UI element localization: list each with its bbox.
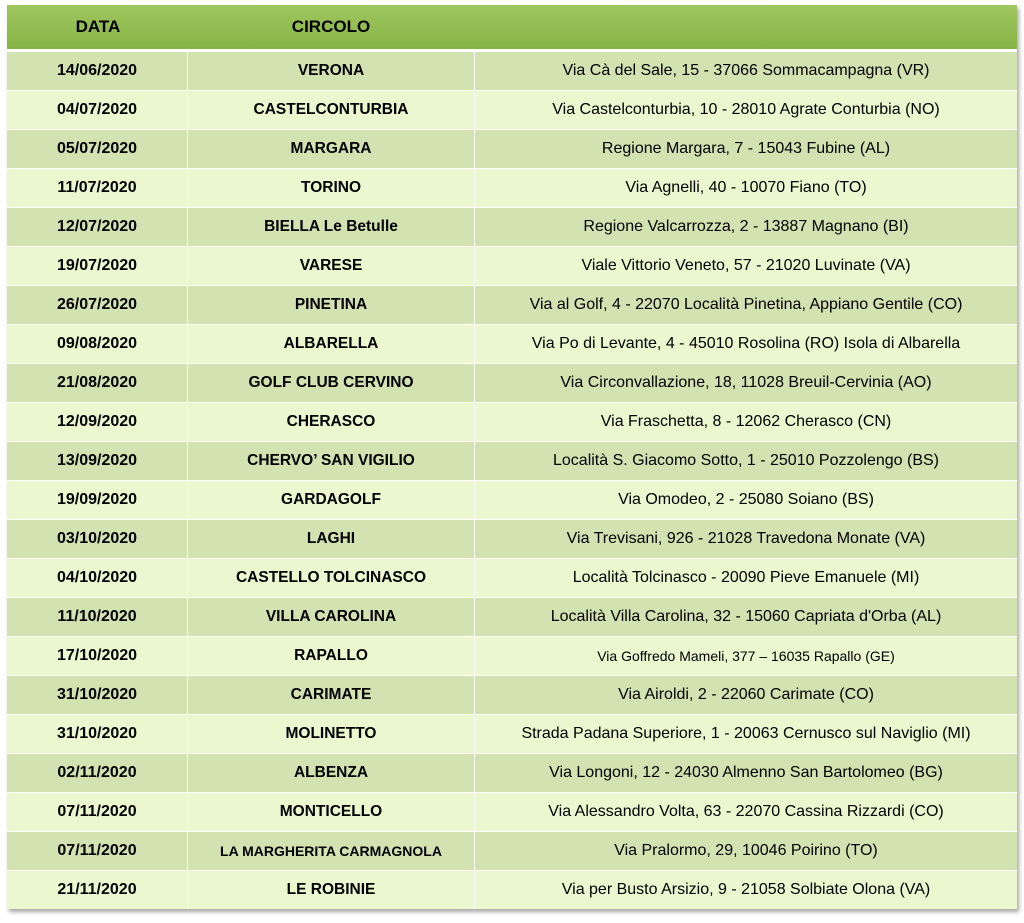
date-cell: 31/10/2020 <box>7 676 188 714</box>
date-cell: 07/11/2020 <box>7 832 188 870</box>
table-row <box>7 207 1017 246</box>
table-row <box>7 792 1017 831</box>
club-cell: CASTELLO TOLCINASCO <box>188 559 475 597</box>
address-cell: Via Agnelli, 40 - 10070 Fiano (TO) <box>625 179 867 196</box>
date-cell: 12/07/2020 <box>7 208 188 246</box>
address-cell: Via Fraschetta, 8 - 12062 Cherasco (CN) <box>600 413 892 430</box>
address-cell: Via Airoldi, 2 - 22060 Carimate (CO) <box>618 686 874 703</box>
date-cell: 03/10/2020 <box>7 520 188 558</box>
club-cell: LE ROBINIE <box>188 871 475 909</box>
club-cell: TORINO <box>188 169 475 207</box>
table-row <box>7 246 1017 285</box>
address-cell: Viale Vittorio Veneto, 57 - 21020 Luvinate (VA) <box>581 257 911 274</box>
date-cell: 09/08/2020 <box>7 325 188 363</box>
club-cell: CARIMATE <box>188 676 475 714</box>
address-cell: Località Villa Carolina, 32 - 15060 Capriata d'Orba (AL) <box>550 608 942 625</box>
club-cell: MARGARA <box>188 130 475 168</box>
table-row <box>7 480 1017 519</box>
address-cell: Via per Busto Arsizio, 9 - 21058 Solbiate Olona (VA) <box>561 881 931 898</box>
club-cell: MOLINETTO <box>188 715 475 753</box>
date-cell: 17/10/2020 <box>7 637 188 675</box>
address-cell: Via al Golf, 4 - 22070 Località Pinetina, Appiano Gentile (CO) <box>529 296 963 313</box>
club-cell: VARESE <box>188 247 475 285</box>
address-cell: Regione Margara, 7 - 15043 Fubine (AL) <box>601 140 891 157</box>
table-row <box>7 519 1017 558</box>
date-cell: 19/07/2020 <box>7 247 188 285</box>
table-row <box>7 324 1017 363</box>
club-cell: GARDAGOLF <box>188 481 475 519</box>
address-cell: Via Trevisani, 926 - 21028 Travedona Monate (VA) <box>566 530 926 547</box>
club-cell: VILLA CAROLINA <box>188 598 475 636</box>
table-row <box>7 129 1017 168</box>
club-cell: VERONA <box>188 52 475 90</box>
date-cell: 21/11/2020 <box>7 871 188 909</box>
table-row <box>7 90 1017 129</box>
club-cell: LA MARGHERITA CARMAGNOLA <box>188 832 475 870</box>
table-row <box>7 753 1017 792</box>
date-cell: 05/07/2020 <box>7 130 188 168</box>
address-cell: Via Cà del Sale, 15 - 37066 Sommacampagna (VR) <box>562 62 930 79</box>
table-row <box>7 363 1017 402</box>
schedule-table <box>7 5 1017 909</box>
club-cell: BIELLA Le Betulle <box>188 208 475 246</box>
address-cell: Via Po di Levante, 4 - 45010 Rosolina (RO) Isola di Albarella <box>531 335 961 352</box>
club-cell: CASTELCONTURBIA <box>188 91 475 129</box>
date-cell: 11/07/2020 <box>7 169 188 207</box>
date-cell: 26/07/2020 <box>7 286 188 324</box>
club-cell: LAGHI <box>188 520 475 558</box>
club-cell: MONTICELLO <box>188 793 475 831</box>
table-row <box>7 402 1017 441</box>
date-cell: 07/11/2020 <box>7 793 188 831</box>
club-cell: ALBARELLA <box>188 325 475 363</box>
date-cell: 21/08/2020 <box>7 364 188 402</box>
table-row <box>7 675 1017 714</box>
address-cell: Via Alessandro Volta, 63 - 22070 Cassina Rizzardi (CO) <box>548 803 944 820</box>
address-cell: Località Tolcinasco - 20090 Pieve Emanuele (MI) <box>572 569 920 586</box>
table-row <box>7 714 1017 753</box>
address-cell: Via Omodeo, 2 - 25080 Soiano (BS) <box>618 491 874 508</box>
date-cell: 14/06/2020 <box>7 52 188 90</box>
address-cell: Regione Valcarrozza, 2 - 13887 Magnano (BI) <box>583 218 909 235</box>
table-row <box>7 870 1017 909</box>
club-cell: PINETINA <box>188 286 475 324</box>
date-cell: 31/10/2020 <box>7 715 188 753</box>
date-cell: 11/10/2020 <box>7 598 188 636</box>
date-cell: 04/07/2020 <box>7 91 188 129</box>
table-row <box>7 597 1017 636</box>
club-cell: CHERVO’ SAN VIGILIO <box>188 442 475 480</box>
table-row <box>7 831 1017 870</box>
date-cell: 13/09/2020 <box>7 442 188 480</box>
table-row <box>7 558 1017 597</box>
address-cell: Strada Padana Superiore, 1 - 20063 Cernusco sul Naviglio (MI) <box>521 725 971 742</box>
club-cell: ALBENZA <box>188 754 475 792</box>
header-date: DATA <box>75 17 121 36</box>
table-row <box>7 636 1017 675</box>
address-cell: Località S. Giacomo Sotto, 1 - 25010 Pozzolengo (BS) <box>553 452 939 469</box>
club-cell: RAPALLO <box>188 637 475 675</box>
table-body <box>7 51 1017 909</box>
address-cell: Via Castelconturbia, 10 - 28010 Agrate Conturbia (NO) <box>552 101 940 118</box>
address-cell: Via Longoni, 12 - 24030 Almenno San Bartolomeo (BG) <box>549 764 943 781</box>
date-cell: 02/11/2020 <box>7 754 188 792</box>
header-club: CIRCOLO <box>291 17 371 36</box>
address-cell: Via Circonvallazione, 18, 11028 Breuil-Cervinia (AO) <box>560 374 932 391</box>
date-cell: 19/09/2020 <box>7 481 188 519</box>
table-row <box>7 168 1017 207</box>
table-header <box>7 5 1017 51</box>
date-cell: 04/10/2020 <box>7 559 188 597</box>
table-row <box>7 51 1017 90</box>
address-cell: Via Pralormo, 29, 10046 Poirino (TO) <box>614 842 878 859</box>
table-row <box>7 285 1017 324</box>
club-cell: GOLF CLUB CERVINO <box>188 364 475 402</box>
club-cell: CHERASCO <box>188 403 475 441</box>
date-cell: 12/09/2020 <box>7 403 188 441</box>
address-cell: Via Goffredo Mameli, 377 – 16035 Rapallo (GE) <box>597 648 895 664</box>
table-row <box>7 441 1017 480</box>
